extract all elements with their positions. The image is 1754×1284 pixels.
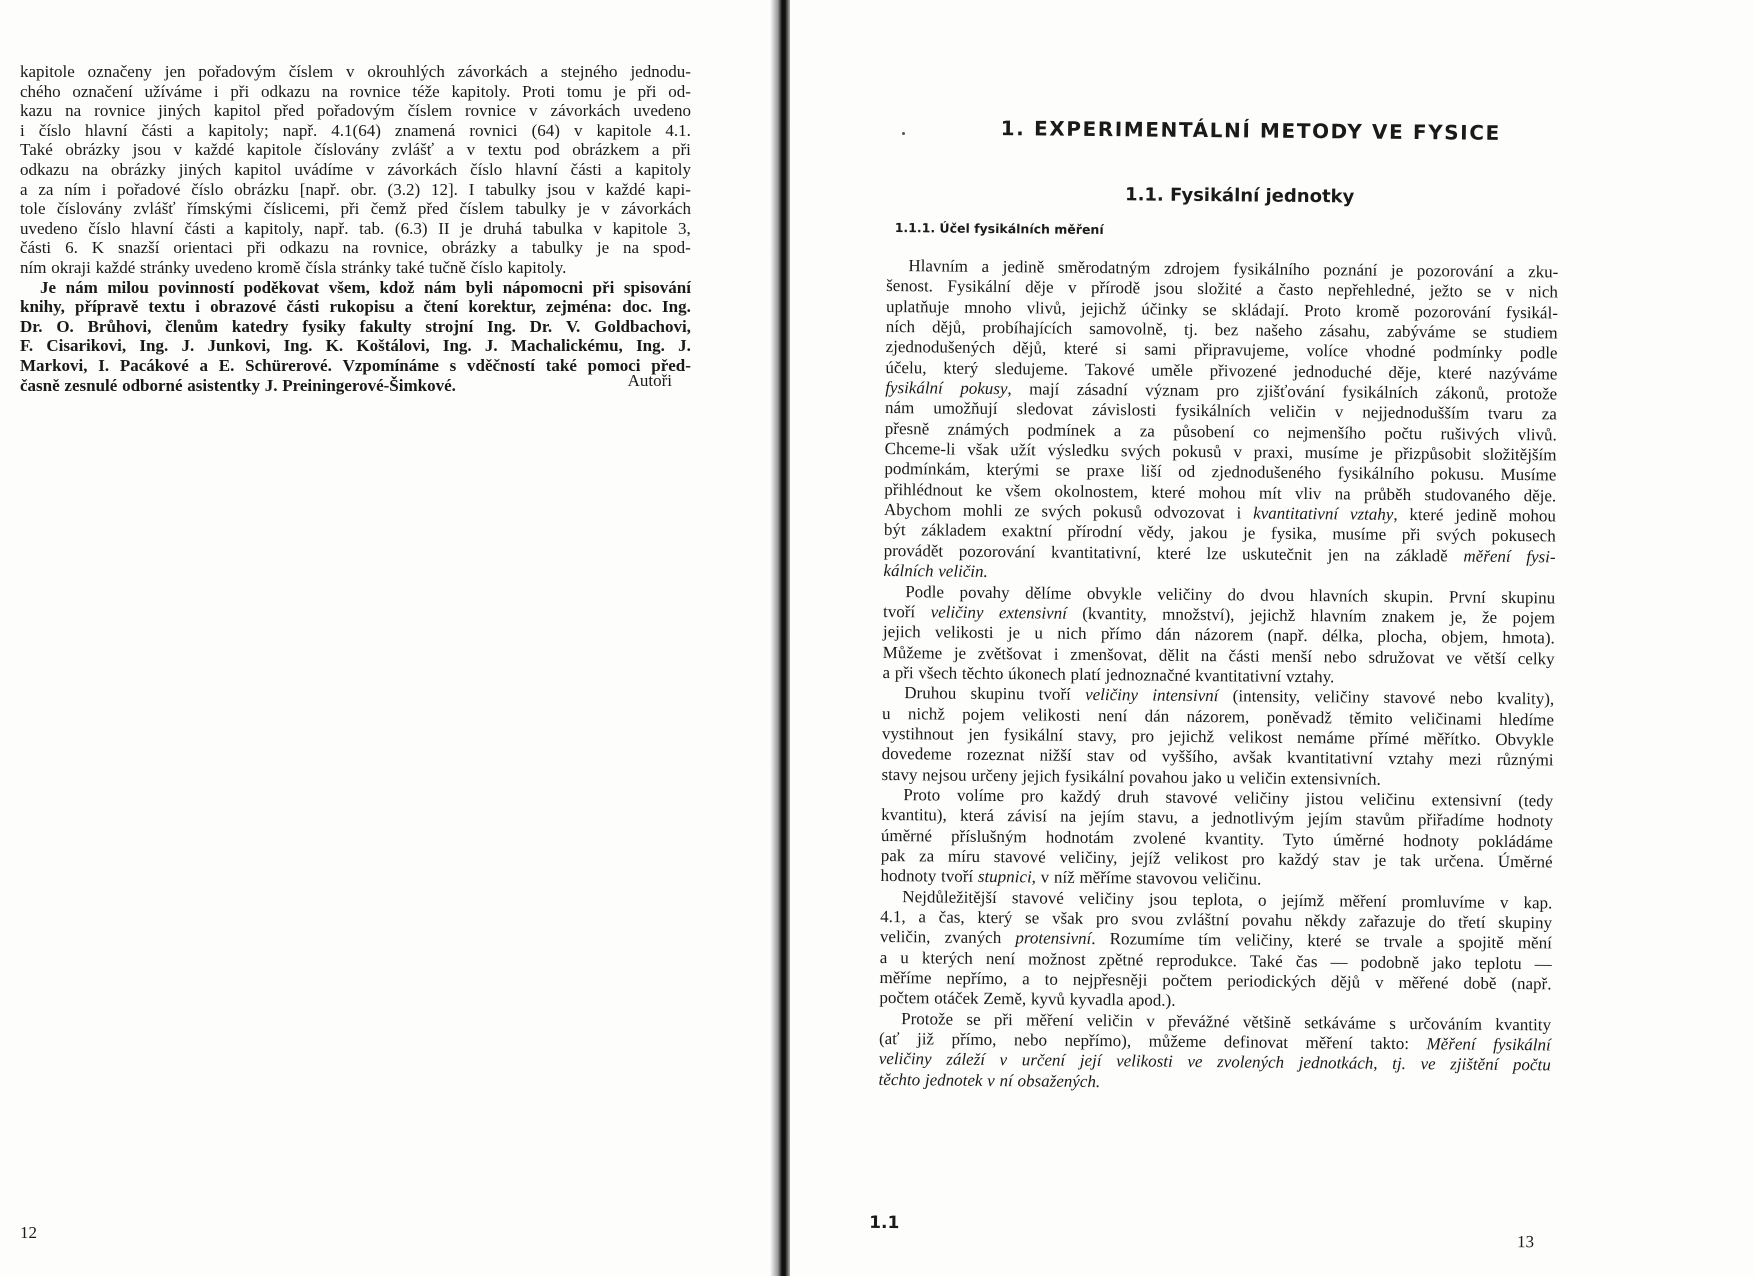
right-text-line: Můžeme je zvětšovat i zmenšovat, dělit na části menší nebo sdružovat ve větší celky: [882, 642, 1555, 668]
right-text-line: provádět pozorování kvantitativní, které lze uskutečnit jen na základě měření fysi-: [883, 540, 1556, 567]
right-text-line: nám umožňují sledovat závislosti fysikálních veličin v nejjednodušším tvaru za: [884, 398, 1557, 424]
left-page-text: [20, 62, 691, 395]
left-page: [0, 0, 778, 1276]
left-text-line: a za ním i pořadové číslo obrázku [např. obr. (3.2) 12]. I tabulky jsou v každé kapi-: [20, 179, 691, 199]
left-text-line: ním okraji každé stránky uvedeno kromě čísla stránky také tučně číslo kapitoly.: [20, 257, 567, 277]
left-text-line: F. Cisarikovi, Ing. J. Junkovi, Ing. K. Koštálovi, Ing. J. Machalickému, Ing. J.: [20, 336, 691, 356]
right-text-line: Chceme-li však užít výsledku svých pokusů v praxi, musíme je přizpůsobit složitějším: [884, 439, 1557, 465]
right-text-line: přesně známých podmínek a za působení co nejmenšího počtu rušivých vlivů.: [884, 418, 1557, 445]
right-text-line: dovedeme rozeznat nižší stav od vyššího, avšak kvantitativní vztahy mezi různými: [881, 744, 1554, 770]
right-text-line: hodnoty tvoří stupnici, v níž měříme stavovou veličinu.: [880, 866, 1262, 889]
left-text-line: chého označení užíváme i při odkazu na rovnice téže kapitoly. Proti tomu je při od-: [20, 81, 691, 101]
signature-authors: Autoři: [627, 371, 672, 390]
left-text-line: odkazu na obrázky jiných kapitol uvádíme v závorkách číslo hlavní části a kapitoly: [20, 159, 691, 179]
left-text-line: části 6. K snazší orientaci při odkazu na rovnice, obrázky a tabulky je na spod-: [20, 238, 691, 258]
right-text-line: ních dějů, probíhajících samovolně, tj. bez našeho zásahu, zabýváme se studiem: [885, 317, 1558, 343]
right-text-line: u nichž pojem velikosti není dán názorem, poněvadž těmito veličinami hledíme: [882, 703, 1555, 729]
page-number-left: 12: [20, 1223, 37, 1242]
right-text-line: šenost. Fysikální děje v přírodě jsou složité a často nepřehledné, ježto se v nich: [886, 276, 1559, 302]
right-text-line: pak za míru stavové veličiny, jejíž velikost pro každý stav je tak určena. Úměrné: [880, 845, 1553, 872]
left-text-line: kapitole označeny jen pořadovým číslem v okrouhlých závorkách a stejného jednodu-: [20, 62, 691, 81]
left-text-line: Také obrázky jsou v každé kapitole číslovány zvlášť a v textu pod obrázkem a při: [20, 140, 691, 160]
right-text-line: a při všech těchto úkonech platí jednoznačné kvantitativní vztahy.: [882, 662, 1335, 687]
right-text-line: Abychom mohli ze svých pokusů odvozovat i kvantitativní vztahy, které jedině mohou: [883, 500, 1557, 526]
right-text-line: veličiny záleží v určení její velikosti ve zvolených jednotkách, tj. ve zjištění počtu: [878, 1049, 1551, 1075]
right-text-line: Proto volíme pro každý druh stavové veličiny jistou veličinu extensivní (tedy: [903, 785, 1554, 811]
right-text-line: počtem otáček Země, kyvů kyvadla apod.).: [879, 988, 1176, 1011]
right-page-content: [779, 0, 1754, 1284]
left-text-line: Markovi, I. Pacákové a E. Schürerové. Vzpomínáme s vděčností také pomoci před-: [20, 355, 691, 375]
chapter-title: 1. EXPERIMENTÁLNÍ METODY VE FYSICE: [1000, 116, 1501, 145]
section-title: 1.1. Fysikální jednotky: [1125, 184, 1355, 208]
right-text-line: měříme nepřímo, a to nejpřesněji počtem periodických dějů v měřené době (např.: [879, 967, 1552, 994]
paper-speck: [902, 132, 905, 135]
right-text-line: vystihnout jen fysikální stavy, pro jejichž velikost nemáme přímé měřítko. Obvykle: [881, 723, 1554, 750]
right-text-line: podmínkám, kterými se praxe liší od zjednodušeného fysikálního pokusu. Musíme: [884, 459, 1557, 485]
right-text-line: Podle povahy dělíme obvykle veličiny do dvou hlavních skupin. První skupinu: [905, 581, 1556, 607]
right-text-line: stavy nejsou určeny jejich fysikální povahou jako u veličin extensivních.: [881, 764, 1381, 789]
page-number-right: 13: [1516, 1232, 1535, 1252]
right-text-line: těchto jednotek v ní obsažených.: [878, 1069, 1101, 1091]
right-page: [790, 0, 1754, 1276]
right-text-line: kvantitu), která závisí na jejím stavu, a jednotlivým jejím stavům přiřadíme hodnoty: [881, 805, 1554, 831]
left-text-line: tole číslovány zvlášť římskými číslicemi, při čemž před číslem tabulky je v závorkách: [20, 199, 691, 219]
left-text-line: časně zesnulé odborné asistentky J. Preiningerové-Šimkové.: [20, 375, 456, 395]
right-text-line: zjednodušených dějů, které si sami připravujeme, volíce vhodné podmínky podle: [885, 337, 1558, 363]
right-text-line: jejich velikosti je u nich přímo dán názorem (např. délka, plocha, objem, hmota).: [882, 622, 1555, 648]
right-text-line: 4.1, a čas, který se však pro svou zvláštní povahu někdy zařazuje do třetí skupiny: [880, 906, 1553, 933]
right-text-line: Nejdůležitější stavové veličiny jsou teplota, o jejímž měření promluvíme v kap.: [902, 886, 1553, 913]
right-text-line: přihlédnout ke všem okolnostem, které mohou mít vliv na průběh studovaného děje.: [884, 479, 1557, 506]
right-text-line: Protože se při měření veličin v převážné většině setkáváme s určováním kvantity: [901, 1008, 1552, 1035]
right-text-line: a u kterých není možnost zpětné reprodukce. Také čas — podobně jako teplotu —: [879, 947, 1552, 974]
right-text-line: fysikální pokusy, mají zásadní význam pro zjišťování fysikálních zákonů, protože: [885, 378, 1558, 404]
left-text-line: i číslo hlavní části a kapitoly; např. 4.1(64) znamená rovnici (64) v kapitole 4.1.: [20, 120, 691, 140]
right-page-text: [878, 256, 1558, 1097]
subsection-title: 1.1.1. Účel fysikálních měření: [894, 220, 1104, 238]
chapter-marker: 1.1: [869, 1212, 900, 1234]
right-text-line: být základem exaktní přírodní vědy, jakou je fysika, musíme při svých pokusech: [883, 520, 1556, 546]
right-text-line: Hlavním a jedině směrodatným zdrojem fysikálního poznání je pozorování a zku-: [908, 256, 1559, 282]
right-text-line: Druhou skupinu tvoří veličiny intensivní (intensity, veličiny stavové nebo kvality),: [904, 683, 1555, 709]
right-text-line: veličin, zvaných protensivní. Rozumíme tím veličiny, které se trvale a spojitě mění: [879, 927, 1552, 953]
right-text-line: uplatňuje mnoho vlivů, jejichž účinky se skládají. Proto kromě pozorování fysikál-: [885, 296, 1559, 323]
left-text-line: Je nám milou povinností poděkovat všem, kdož nám byli nápomocni při spisování: [40, 277, 691, 297]
right-text-line: úměrné příslušným hodnotám zvolené kvantity. Tyto úměrné hodnoty pokládáme: [880, 825, 1553, 852]
right-text-line: (ať již přímo, nebo nepřímo), můžeme definovat měření takto: Měření fysikální: [878, 1029, 1551, 1055]
right-text-line: tvoří veličiny extensivní (kvantity, množství), jejichž hlavním znakem je, že pojem: [883, 601, 1556, 628]
right-text-line: účelu, který sledujeme. Takové uměle přivozené jednoduché děje, které nazýváme: [885, 357, 1558, 384]
right-text-line: kálních veličin.: [883, 561, 988, 582]
left-text-line: uvedeno číslo hlavní části a kapitoly, např. tab. (6.3) II je druhá tabulka v kapitole 3,: [20, 218, 691, 238]
left-text-line: knihy, přípravě textu i obrazové části rukopisu a čtení korektur, zejména: doc. Ing.: [20, 297, 691, 317]
left-text-line: Dr. O. Brůhovi, členům katedry fysiky fakulty strojní Ing. Dr. V. Goldbachovi,: [20, 316, 691, 336]
left-text-line: kazu na rovnice jiných kapitol před pořadovým číslem rovnice v závorkách uvedeno: [20, 101, 691, 121]
